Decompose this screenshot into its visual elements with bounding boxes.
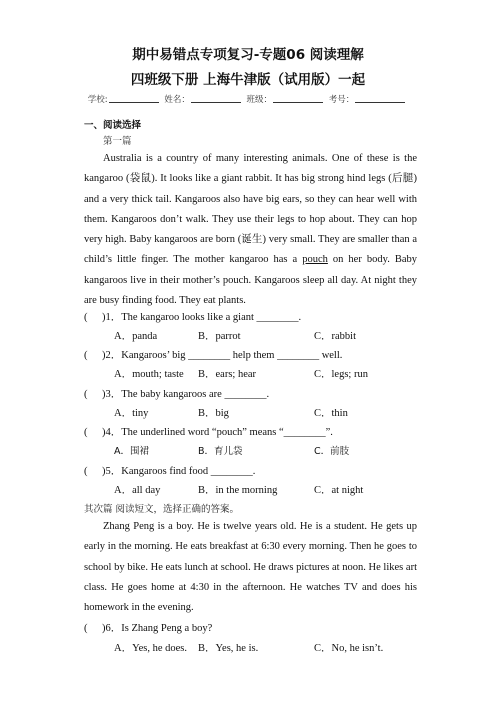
exam-number-blank[interactable] bbox=[355, 93, 405, 103]
option-c[interactable]: C．rabbit bbox=[314, 331, 356, 342]
school-blank[interactable] bbox=[109, 93, 159, 103]
option-a[interactable]: A．mouth; taste bbox=[114, 369, 184, 380]
option-c[interactable]: C．前肢 bbox=[314, 446, 350, 457]
answer-bracket[interactable]: ( bbox=[84, 466, 88, 477]
option-b[interactable]: B．Yes, he is. bbox=[198, 643, 259, 654]
passage-one-text-b: on her body. Baby kangaroos live in their mother’s pouch. Kangaroos sleep all day. At night they are busy finding food. They eat plants. bbox=[84, 254, 418, 307]
option-b[interactable]: B．育儿袋 bbox=[198, 446, 243, 457]
question-number: )4． bbox=[102, 427, 122, 438]
question-2 bbox=[84, 347, 342, 362]
question-number: )2． bbox=[102, 350, 122, 361]
passage-two-text: Zhang Peng is a boy. He is twelve years old. He is a student. He gets up early in the morning. He eats breakfast at 6:30 every morning. Then he goes to school by bike. He eats lunch at school. He draws pictures at noon. He likes art class. He goes home at 4:30 in the afternoon. He watches TV and does his homework in the evening. bbox=[84, 521, 417, 614]
question-number: )5． bbox=[102, 466, 122, 477]
option-a[interactable]: A．tiny bbox=[114, 408, 149, 419]
class-label: 班级： bbox=[246, 95, 273, 105]
option-a[interactable]: A．all day bbox=[114, 485, 161, 496]
question-text: Kangaroos’ big ________ help them ________ well. bbox=[121, 350, 343, 361]
question-text: The underlined word “pouch” means “________”. bbox=[121, 427, 333, 438]
option-a[interactable]: A．Yes, he does. bbox=[114, 643, 188, 654]
option-c[interactable]: C．No, he isn’t. bbox=[314, 643, 384, 654]
name-blank[interactable] bbox=[191, 93, 241, 103]
option-b[interactable]: B．parrot bbox=[198, 331, 241, 342]
option-c[interactable]: C．thin bbox=[314, 408, 348, 419]
name-label: 姓名： bbox=[164, 95, 190, 105]
passage-two bbox=[84, 517, 417, 618]
option-b[interactable]: B．ears; hear bbox=[198, 369, 257, 380]
question-3 bbox=[84, 386, 269, 401]
worksheet-subtitle: 四班级下册 上海牛津版（试用版）一起 bbox=[130, 72, 366, 88]
question-4 bbox=[84, 424, 333, 439]
option-a[interactable]: A．围裙 bbox=[114, 446, 149, 457]
question-text: Kangaroos find food ________. bbox=[121, 466, 256, 477]
passage-two-instruction: 其次篇 阅读短文，选择正确的答案。 bbox=[84, 504, 240, 515]
answer-bracket[interactable]: ( bbox=[84, 312, 88, 323]
option-b[interactable]: B．in the morning bbox=[198, 485, 278, 496]
answer-bracket[interactable]: ( bbox=[84, 427, 88, 438]
school-label: 学校: bbox=[87, 95, 108, 105]
answer-bracket[interactable]: ( bbox=[84, 623, 88, 634]
section-heading: 一、阅读选择 bbox=[84, 120, 142, 131]
worksheet-title: 期中易错点专项复习-专题06 阅读理解 bbox=[132, 47, 364, 63]
student-info-line bbox=[0, 93, 496, 105]
passage-one-label: 第一篇 bbox=[103, 136, 132, 147]
question-text: The baby kangaroos are ________. bbox=[121, 389, 270, 400]
exam-number-label: 考号： bbox=[328, 95, 355, 105]
passage-one bbox=[84, 149, 417, 311]
question-number: )1． bbox=[102, 312, 122, 323]
class-blank[interactable] bbox=[273, 93, 323, 103]
question-1 bbox=[84, 309, 301, 324]
question-text: The kangaroo looks like a giant ________. bbox=[121, 312, 302, 323]
question-text: Is Zhang Peng a boy? bbox=[121, 623, 213, 634]
answer-bracket[interactable]: ( bbox=[84, 350, 88, 361]
question-6 bbox=[84, 620, 212, 635]
question-5 bbox=[84, 463, 255, 478]
option-c[interactable]: C．at night bbox=[314, 485, 364, 496]
option-b[interactable]: B．big bbox=[198, 408, 229, 419]
question-number: )6． bbox=[102, 623, 122, 634]
passage-one-text-a: Australia is a country of many interesting animals. One of these is the kangaroo (袋鼠). It looks like a giant rabbit. It has big strong hind legs (后腿) and a very thick tail. Kangaroos also have big ears, so they can hear well with them. Kangaroos don’t walk. They use their legs to hop about. They can hop very high. Baby kangaroos are born (诞生) very small. They are smaller than a child’s little finger. The mother kangaroo has a bbox=[84, 153, 417, 266]
question-number: )3． bbox=[102, 389, 122, 400]
underlined-word-pouch: pouch bbox=[302, 254, 328, 266]
option-a[interactable]: A．panda bbox=[114, 331, 158, 342]
answer-bracket[interactable]: ( bbox=[84, 389, 88, 400]
option-c[interactable]: C．legs; run bbox=[314, 369, 368, 380]
